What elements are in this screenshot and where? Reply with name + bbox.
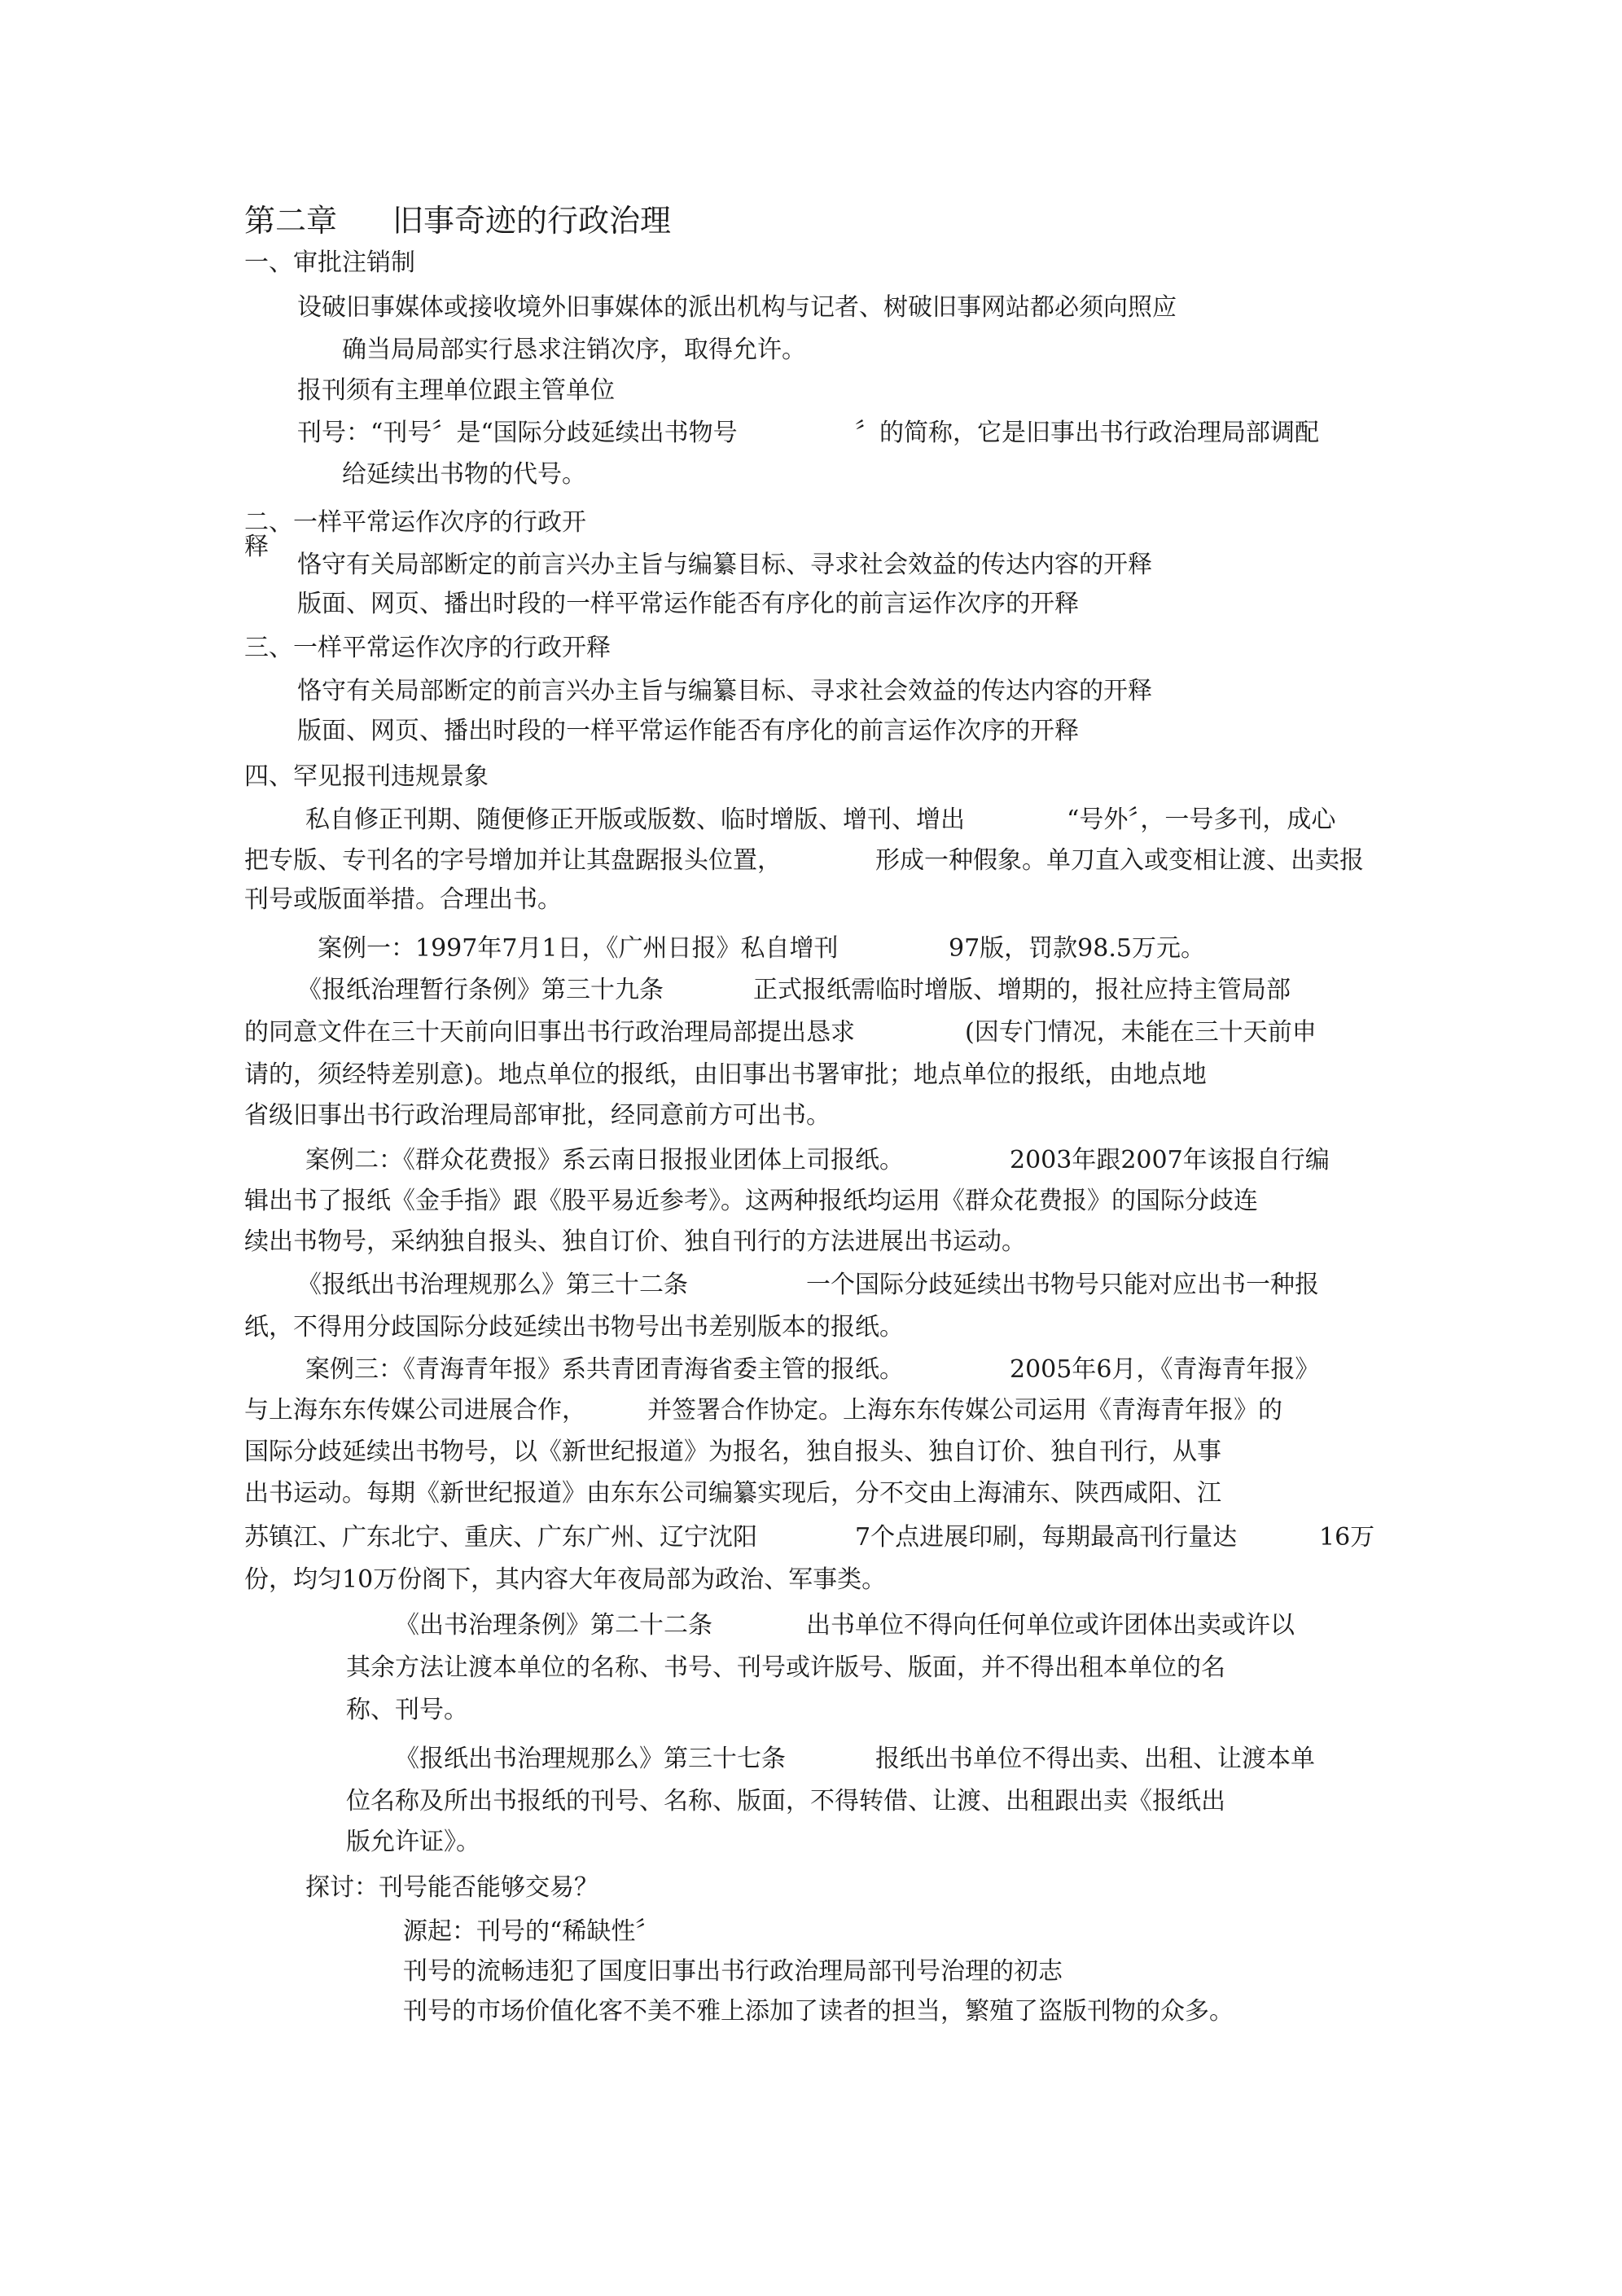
chapter-number: 第二章 (244, 203, 338, 239)
paragraph-line: 国际分歧延续出书物号，以《新世纪报道》为报名，独自报头、独自订价、独自刊行，从事 (244, 1438, 1221, 1466)
paragraph-line: 份，均匀10万份阁下，其内容大年夜局部为政治、军事类。 (244, 1565, 887, 1594)
case-line: 案例二：《群众花费报》系云南日报报业团体上司报纸。 (305, 1146, 904, 1174)
chapter-title: 旧事奇迹的行政治理 (392, 203, 672, 239)
regulation-line: 报纸出书单位不得出卖、出租、让渡本单 (875, 1745, 1315, 1773)
paragraph-line: 版面、网页、播出时段的一样平常运作能否有序化的前言运作次序的开释 (297, 717, 1079, 745)
paragraph-line: 把专版、专刊名的字号增加并让其盘踞报头位置， (244, 846, 782, 875)
regulation-line: 出书单位不得向任何单位或许团体出卖或许以 (806, 1611, 1295, 1640)
discussion-point: 源起：刊号的“稀缺性〞 (403, 1917, 660, 1946)
paragraph-line: 版面、网页、播出时段的一样平常运作能否有序化的前言运作次序的开释 (297, 590, 1079, 618)
section-heading: 二、一样平常运作次序的行政开 (244, 508, 586, 537)
paragraph-line: 省级旧事出书行政治理局部审批，经同意前方可出书。 (244, 1101, 831, 1130)
regulation-line: 《报纸出书治理规那么》第三十七条 (395, 1745, 786, 1773)
paragraph-line: 的同意文件在三十天前向旧事出书行政治理局部提出恳求 (244, 1018, 855, 1047)
case-line: 2003年跟2007年该报自行编 (1010, 1146, 1330, 1174)
paragraph-line: “号外〞，一号多刊，成心 (1067, 806, 1336, 834)
section-heading: 一、审批注销制 (244, 248, 415, 277)
paragraph-line: 刊号或版面举措。合理出书。 (244, 885, 562, 914)
regulation-line: 称、刊号。 (346, 1696, 468, 1724)
paragraph-line: 16万 (1319, 1523, 1375, 1552)
section-heading: 四、罕见报刊违规景象 (244, 762, 489, 791)
paragraph-line: 给延续出书物的代号。 (342, 460, 586, 489)
paragraph-line: 纸，不得用分歧国际分歧延续出书物号出书差别版本的报纸。 (244, 1313, 904, 1341)
regulation-line: 《出书治理条例》第二十二条 (395, 1611, 712, 1640)
regulation-line: 《报纸治理暂行条例》第三十九条 (297, 976, 664, 1004)
paragraph-line: 刊号：“刊号〞是“国际分歧延续出书物号 (297, 419, 738, 447)
paragraph-line: 恪守有关局部断定的前言兴办主旨与编纂目标、寻求社会效益的传达内容的开释 (297, 551, 1152, 579)
discussion-point: 刊号的市场价值化客不美不雅上添加了读者的担当，繁殖了盗版刊物的众多。 (403, 1997, 1234, 2026)
case-line: 案例三：《青海青年报》系共青团青海省委主管的报纸。 (305, 1355, 904, 1384)
regulation-line: 版允许证》。 (346, 1828, 480, 1856)
paragraph-line: 辑出书了报纸《金手指》跟《股平易近参考》。这两种报纸均运用《群众花费报》的国际分歧连 (244, 1187, 1258, 1215)
regulation-line: 一个国际分歧延续出书物号只能对应出书一种报 (806, 1271, 1319, 1299)
paragraph-line: 设破旧事媒体或接收境外旧事媒体的派出机构与记者、树破旧事网站都必须向照应 (297, 293, 1177, 322)
paragraph-line: 私自修正刊期、随便修正开版或版数、临时增版、增刊、增出 (305, 806, 965, 834)
paragraph-line: 报刊须有主理单位跟主管单位 (297, 376, 615, 405)
regulation-line: 正式报纸需临时增版、增期的，报社应持主管局部 (753, 976, 1291, 1004)
paragraph-line: 确当局局部实行恳求注销次序，取得允许。 (342, 336, 806, 364)
paragraph-line: 7个点进展印刷，每期最高刊行量达 (855, 1523, 1238, 1552)
section-heading: 三、一样平常运作次序的行政开释 (244, 634, 611, 662)
regulation-line: 《报纸出书治理规那么》第三十二条 (297, 1271, 688, 1299)
case-line: 案例一：1997年7月1日，《广州日报》私自增刊 (318, 934, 839, 963)
paragraph-line: 并签署合作协定。上海东东传媒公司运用《青海青年报》的 (647, 1396, 1282, 1425)
paragraph-line: 请的，须经特差别意)。地点单位的报纸，由旧事出书署审批；地点单位的报纸，由地点地 (244, 1060, 1207, 1089)
paragraph-line: 出书运动。每期《新世纪报道》由东东公司编纂实现后，分不交由上海浦东、陕西咸阳、江 (244, 1479, 1221, 1508)
discussion-heading: 探讨：刊号能否能够交易？ (305, 1873, 598, 1902)
paragraph-line: 恪守有关局部断定的前言兴办主旨与编纂目标、寻求社会效益的传达内容的开释 (297, 677, 1152, 705)
regulation-line: 位名称及所出书报纸的刊号、名称、版面，不得转借、让渡、出租跟出卖《报纸出 (346, 1787, 1225, 1815)
paragraph-line: 续出书物号，采纳独自报头、独自订价、独自刊行的方法进展出书运动。 (244, 1227, 1026, 1256)
discussion-point: 刊号的流畅违犯了国度旧事出书行政治理局部刊号治理的初志 (403, 1957, 1063, 1986)
paragraph-line: 与上海东东传媒公司进展合作， (244, 1396, 586, 1425)
regulation-line: 其余方法让渡本单位的名称、书号、刊号或许版号、版面，并不得出租本单位的名 (346, 1653, 1225, 1682)
paragraph-line: 〞的简称，它是旧事出书行政治理局部调配 (855, 419, 1319, 447)
paragraph-line: 苏镇江、广东北宁、重庆、广东广州、辽宁沈阳 (244, 1523, 757, 1552)
paragraph-line: 形成一种假象。单刀直入或变相让渡、出卖报 (875, 846, 1364, 875)
case-line: 2005年6月，《青海青年报》 (1010, 1355, 1320, 1384)
paragraph-line: (因专门情况，未能在三十天前申 (965, 1018, 1317, 1047)
case-line: 97版，罚款98.5万元。 (949, 934, 1205, 963)
section-heading-wrap: 释 (244, 533, 269, 561)
